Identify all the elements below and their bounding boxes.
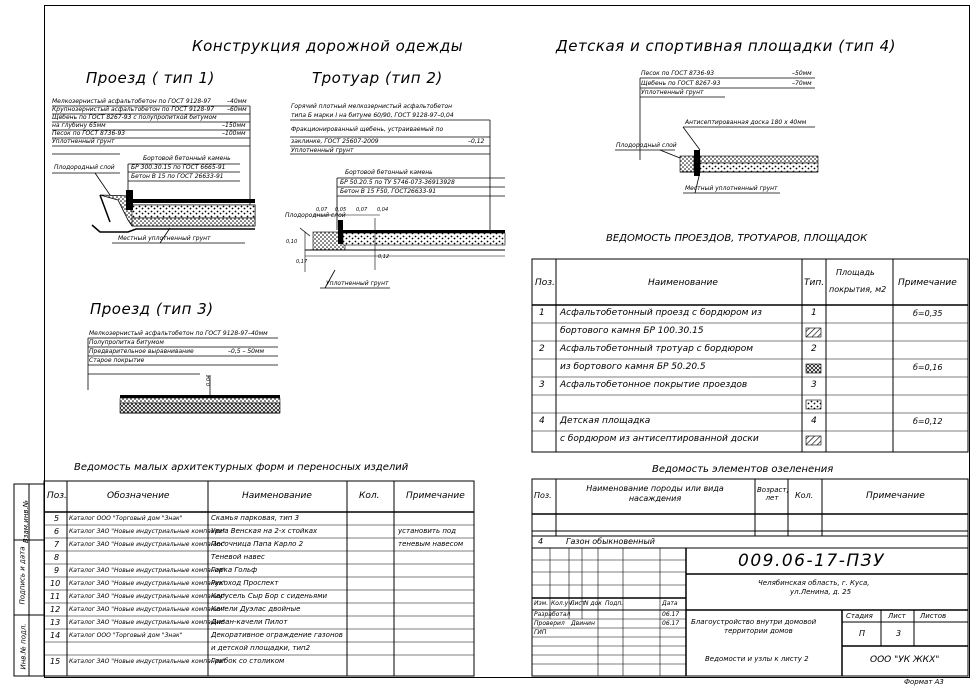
maf-row-name: Качели Дуэлас двойные bbox=[211, 605, 301, 613]
playground-layer-2-value: –70мм bbox=[792, 80, 812, 87]
roads-row-note: б=0,35 bbox=[913, 309, 943, 318]
maf-row-pos: 9 bbox=[54, 566, 60, 575]
roads-row-name: Асфальтобетонный проезд с бордюром из bbox=[560, 308, 762, 318]
maf-row-name: Грибок со столиком bbox=[211, 657, 285, 665]
stamp-sheet: 3 bbox=[896, 629, 902, 638]
maf-header-designation: Обозначение bbox=[107, 491, 170, 501]
maf-row-pos: 15 bbox=[50, 657, 61, 666]
maf-row-name: Урна Венская на 2-х стойках bbox=[211, 527, 318, 535]
maf-row-name: и детской площадки, тип2 bbox=[211, 644, 311, 652]
playground-soil: Плодородный слой bbox=[616, 142, 677, 149]
green-header-age: Возраст, лет bbox=[757, 486, 789, 503]
road1-layer-5: Песок по ГОСТ 8736-93 bbox=[52, 130, 126, 137]
roads-table-header-area: Площадь bbox=[836, 268, 875, 277]
maf-row-designation: Каталог ЗАО "Новые индустриальные компании" bbox=[69, 541, 226, 548]
road3-layer-4: Старое покрытие bbox=[89, 357, 145, 364]
road3-layer-1: Мелкозернистый асфальтобетон по ГОСТ 9128-97–40мм bbox=[89, 330, 268, 337]
green-row-name: Газон обыкновенный bbox=[566, 537, 655, 546]
maf-header-pos: Поз. bbox=[47, 491, 67, 501]
stamp-address: Челябинская область, г. Куса, bbox=[758, 579, 870, 587]
sidewalk-layer-1: Горячий плотный мелкозернистый асфальтобетон bbox=[291, 103, 453, 110]
roads-row-pos: 3 bbox=[539, 380, 545, 390]
sidewalk-dim-4: 0,04 bbox=[377, 207, 389, 213]
sidewalk-ground: Уплотненный грунт bbox=[326, 280, 389, 287]
sidewalk-layer-4: заклинке, ГОСТ 25607-2009 bbox=[291, 138, 379, 145]
stamp-inv-original: Инв.№ подл. bbox=[19, 623, 28, 670]
sidewalk-title: Тротуар (тип 2) bbox=[312, 69, 443, 87]
road1-layer-3: Щебень по ГОСТ 8267-93 с полупропиткой битумом bbox=[52, 114, 217, 121]
roads-row-note: б=0,12 bbox=[913, 417, 943, 426]
stamp-code: 009.06-17-ПЗУ bbox=[738, 551, 885, 571]
roads-table-header-note: Примечание bbox=[898, 278, 957, 288]
sidewalk-soil: Плодородный слой bbox=[285, 212, 346, 219]
sidewalk-gravel-value: –0,12 bbox=[468, 138, 485, 145]
stamp-role-developer: Разработал bbox=[534, 611, 571, 618]
stamp-sheet-title: Ведомости и узлы к листу 2 bbox=[705, 655, 809, 663]
maf-header-note: Примечание bbox=[406, 491, 465, 501]
stamp-role-gip: ГИП bbox=[534, 629, 547, 636]
maf-row-designation: Каталог ЗАО "Новые индустриальные компании" bbox=[69, 606, 226, 613]
maf-table-title: Ведомость малых архитектурных форм и переносных изделий bbox=[74, 462, 409, 473]
maf-row-designation: Каталог ЗАО "Новые индустриальные компании" bbox=[69, 528, 226, 535]
stamp-sheets-label: Листов bbox=[920, 612, 947, 620]
road1-curb-1: Бортовой бетонный камень bbox=[143, 155, 231, 162]
stamp-role-checker: Проверил bbox=[534, 620, 565, 627]
stamp-role-checker-date: 06.17 bbox=[662, 620, 680, 627]
format-label: Формат А3 bbox=[904, 678, 944, 686]
maf-header-name: Наименование bbox=[242, 491, 312, 501]
stamp-sheet-label: Лист bbox=[888, 612, 906, 620]
road1-layer-2-value: –60мм bbox=[227, 106, 247, 113]
sidewalk-dim-2: 0,05 bbox=[335, 207, 347, 213]
roads-table-header-name: Наименование bbox=[648, 278, 718, 288]
road1-layer-4: на глубину 65мм bbox=[52, 122, 106, 129]
playground-title: Детская и спортивная площадки (тип 4) bbox=[556, 37, 897, 55]
roads-row-type: 2 bbox=[811, 344, 817, 354]
green-header-pos: Поз. bbox=[534, 491, 552, 500]
maf-row-pos: 10 bbox=[50, 579, 61, 588]
maf-row-name: Песочница Папа Карло 2 bbox=[211, 540, 304, 548]
sidewalk-dim-1: 0,07 bbox=[316, 207, 328, 213]
stamp-role-checker-name: Двинин bbox=[571, 620, 595, 627]
maf-row-pos: 11 bbox=[50, 592, 61, 601]
playground-layer-1: Песок по ГОСТ 8736-93 bbox=[641, 70, 715, 77]
maf-row-pos: 12 bbox=[50, 605, 61, 614]
stamp-address-2: ул.Ленина, д. 25 bbox=[790, 588, 852, 596]
maf-row-name: Скамья парковая, тип 3 bbox=[211, 514, 300, 522]
maf-row-note: установить под bbox=[398, 527, 457, 535]
maf-row-note: теневым навесом bbox=[398, 540, 464, 548]
construction-title: Конструкция дорожной одежды bbox=[192, 37, 464, 55]
stamp-project: Благоустройство внутри домовой bbox=[691, 618, 817, 626]
roads-table-header-pos: Поз. bbox=[535, 278, 555, 288]
maf-row-pos: 8 bbox=[54, 553, 60, 562]
maf-row-name: Теневой навес bbox=[211, 553, 265, 561]
stamp-org: ООО "УК ЖКХ" bbox=[870, 655, 940, 665]
maf-row-pos: 13 bbox=[50, 618, 61, 627]
stamp-stage: П bbox=[859, 629, 866, 638]
stamp-col-change: Изм. bbox=[534, 600, 549, 607]
roads-table-header-type: Тип. bbox=[804, 278, 825, 288]
maf-row-designation: Каталог ЗАО "Новые индустриальные компании" bbox=[69, 619, 226, 626]
road1-layer-5-value: –100мм bbox=[222, 130, 246, 137]
stamp-col-sign: Подп. bbox=[605, 600, 624, 607]
stamp-stage-label: Стадия bbox=[846, 612, 873, 620]
maf-row-name: Диван-качели Пилот bbox=[211, 618, 288, 626]
road1-layer-2: Крупнозернистый асфальтобетон по ГОСТ 9128-97 bbox=[52, 106, 215, 113]
roads-row-name: Асфальтобетонный тротуар с бордюром bbox=[560, 344, 754, 354]
maf-row-designation: Каталог ЗАО "Новые индустриальные компании" bbox=[69, 658, 226, 665]
roads-row-pos: 4 bbox=[539, 416, 545, 426]
roads-row-name: из бортового камня БР 50.20.5 bbox=[560, 362, 706, 372]
roads-row-name: Асфальтобетонное покрытие проездов bbox=[560, 380, 748, 390]
stamp-project-2: территории домов bbox=[724, 627, 793, 635]
playground-layer-2: Щебень по ГОСТ 8267-93 bbox=[641, 80, 721, 87]
sidewalk-curb-1: Бортовой бетонный камень bbox=[345, 169, 433, 176]
sidewalk-dim-6: 0,17 bbox=[296, 259, 308, 265]
maf-row-designation: Каталог ЗАО "Новые индустриальные компании" bbox=[69, 580, 226, 587]
playground-ground: Местный уплотненный грунт bbox=[685, 185, 778, 192]
roads-table-title: ВЕДОМОСТЬ ПРОЕЗДОВ, ТРОТУАРОВ, ПЛОЩАДОК bbox=[606, 233, 868, 244]
sidewalk-curb-3: Бетон В 15 F50, ГОСТ26633-91 bbox=[340, 188, 437, 195]
green-header-name: Наименование породы или вида насаждения bbox=[586, 484, 724, 503]
stamp-signature-date: Подпись и дата bbox=[18, 546, 27, 605]
maf-row-name: Декоративное ограждение газонов bbox=[211, 631, 343, 639]
roads-table-header-area-unit: покрытия, м2 bbox=[829, 285, 887, 294]
roads-row-name: с бордюром из антисептированной доски bbox=[560, 434, 759, 444]
road1-curb-2: БР 300.30.15 по ГОСТ 6665-91 bbox=[131, 164, 226, 171]
road1-curb-3: Бетон В 15 по ГОСТ 26633-91 bbox=[131, 173, 224, 180]
roads-row-type: 3 bbox=[811, 380, 817, 390]
maf-row-pos: 14 bbox=[50, 631, 61, 640]
green-header-note: Примечание bbox=[866, 491, 925, 501]
road3-layer-2: Полупропитка битумом bbox=[89, 339, 164, 346]
roads-row-pos: 2 bbox=[539, 344, 545, 354]
road1-soil: Плодородный слой bbox=[54, 164, 115, 171]
maf-row-pos: 6 bbox=[54, 527, 60, 536]
maf-row-pos: 7 bbox=[54, 540, 60, 549]
maf-header-qty: Кол. bbox=[359, 491, 380, 501]
road1-layer-6: Уплотненный грунт bbox=[52, 138, 115, 145]
road3-dim: 0,04 bbox=[206, 374, 213, 387]
road1-ground: Местный уплотненный грунт bbox=[118, 235, 211, 242]
maf-row-designation: Каталог ЗАО "Новые индустриальные компании" bbox=[69, 593, 226, 600]
green-header-qty: Кол. bbox=[795, 491, 814, 500]
sidewalk-layer-3: Фракционированный щебень, устраиваемый по bbox=[291, 126, 444, 133]
stamp-col-date: Дата bbox=[662, 600, 678, 607]
maf-row-name: Горка Гольф bbox=[211, 566, 258, 574]
road3-layer-3-value: –0,5 – 50мм bbox=[228, 348, 265, 355]
sidewalk-curb-2: БР 50.20.5 по ТУ 5746-073-36913928 bbox=[340, 179, 455, 186]
stamp-col-sheet: Лист bbox=[570, 600, 586, 607]
playground-layer-1-value: –50мм bbox=[792, 70, 812, 77]
maf-row-designation: Каталог ООО "Торговый дом "Знак" bbox=[69, 515, 183, 522]
sidewalk-layer-5: Уплотненный грунт bbox=[291, 147, 354, 154]
sidewalk-layer-2: типа Б марки I на битуме 60/90, ГОСТ 9128-97–0,04 bbox=[291, 112, 454, 119]
green-table-title: Ведомость элементов озеленения bbox=[652, 464, 834, 475]
green-row-pos: 4 bbox=[538, 537, 544, 546]
stamp-col-doc: N док bbox=[584, 600, 602, 607]
sidewalk-dim-7: 0,12 bbox=[378, 254, 390, 260]
roads-row-type: 1 bbox=[811, 308, 817, 318]
stamp-role-developer-date: 06.17 bbox=[662, 611, 680, 618]
stamp-col-qty: Кол.уч. bbox=[551, 600, 574, 607]
road3-layer-3: Предварительное выравнивание bbox=[89, 348, 194, 355]
roads-row-name: бортового камня БР 100.30.15 bbox=[560, 326, 704, 336]
roads-row-name: Детская площадка bbox=[560, 416, 651, 426]
maf-row-designation: Каталог ЗАО "Новые индустриальные компании" bbox=[69, 567, 226, 574]
maf-row-pos: 5 bbox=[54, 514, 60, 523]
roads-row-note: б=0,16 bbox=[913, 363, 943, 372]
road1-layer-4-value: –150мм bbox=[222, 122, 246, 129]
playground-layer-3: Уплотненный грунт bbox=[641, 89, 704, 96]
road1-title: Проезд ( тип 1) bbox=[86, 69, 215, 87]
maf-row-designation: Каталог ООО "Торговый дом "Знак" bbox=[69, 632, 183, 639]
road1-layer-1-value: –40мм bbox=[227, 98, 247, 105]
maf-row-name: Рукоход Проспект bbox=[211, 579, 279, 587]
roads-row-type: 4 bbox=[811, 416, 817, 426]
maf-row-name: Карусель Сыр Бор с сиденьями bbox=[211, 592, 328, 600]
playground-board: Антисептированная доска 180 х 40мм bbox=[685, 119, 807, 126]
roads-row-pos: 1 bbox=[539, 308, 545, 318]
road3-title: Проезд (тип 3) bbox=[90, 300, 214, 318]
stamp-replace-inv: Взам.инв.№ bbox=[22, 499, 31, 544]
sidewalk-dim-5: 0,10 bbox=[286, 239, 298, 245]
road1-layer-1: Мелкозернистый асфальтобетон по ГОСТ 9128-97 bbox=[52, 98, 211, 105]
sidewalk-dim-3: 0,07 bbox=[356, 207, 368, 213]
